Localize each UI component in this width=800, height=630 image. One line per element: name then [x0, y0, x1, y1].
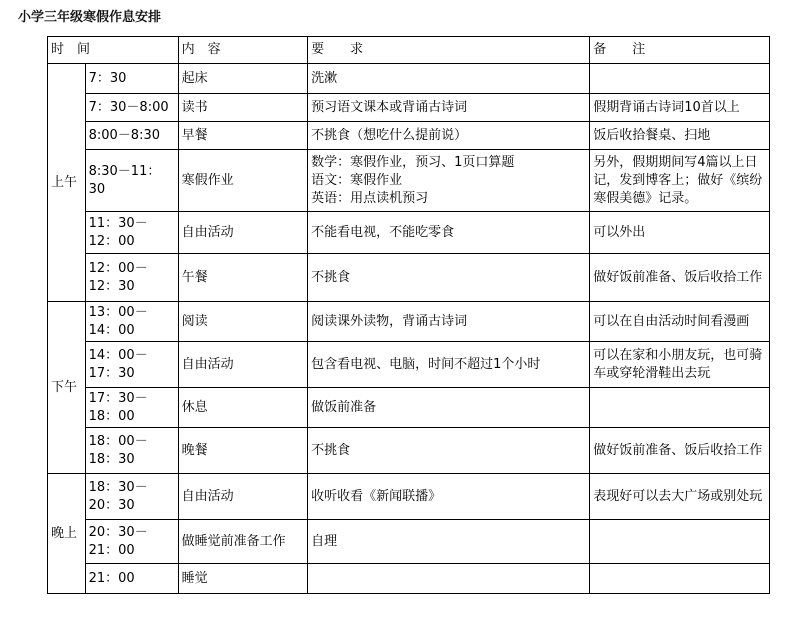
cell-time: 12：00－12：30 [85, 254, 178, 302]
header-activity: 内 容 [178, 37, 308, 64]
cell-time: 18：00－18：30 [85, 428, 178, 474]
cell-time: 17：30－18：00 [85, 388, 178, 428]
cell-note [590, 388, 770, 428]
cell-activity: 自由活动 [178, 342, 308, 388]
cell-time: 18：30－20：30 [85, 474, 178, 520]
cell-activity: 读书 [178, 94, 308, 122]
cell-requirement: 预习语文课本或背诵古诗词 [308, 94, 590, 122]
cell-time: 21：00 [85, 564, 178, 594]
cell-note [590, 64, 770, 94]
cell-note: 可以外出 [590, 212, 770, 254]
cell-activity: 做睡觉前准备工作 [178, 520, 308, 564]
cell-requirement: 做饭前准备 [308, 388, 590, 428]
cell-time: 8:30－11：30 [85, 150, 178, 212]
table-row [48, 520, 770, 564]
cell-time: 8:00－8:30 [85, 122, 178, 150]
cell-note: 另外，假期期间写4篇以上日记，发到博客上；做好《缤纷寒假美德》记录。 [590, 150, 770, 212]
cell-activity: 自由活动 [178, 212, 308, 254]
cell-time: 7：30－8:00 [85, 94, 178, 122]
table-header-row [48, 37, 770, 64]
cell-activity: 自由活动 [178, 474, 308, 520]
table-row [48, 302, 770, 342]
cell-note: 表现好可以去大广场或别处玩 [590, 474, 770, 520]
cell-note: 可以在家和小朋友玩，也可骑车或穿轮滑鞋出去玩 [590, 342, 770, 388]
cell-requirement: 不能看电视，不能吃零食 [308, 212, 590, 254]
cell-note: 假期背诵古诗词10首以上 [590, 94, 770, 122]
cell-requirement: 洗漱 [308, 64, 590, 94]
table-row [48, 474, 770, 520]
cell-requirement: 包含看电视、电脑，时间不超过1个小时 [308, 342, 590, 388]
table-row [48, 564, 770, 594]
table-row [48, 428, 770, 474]
period-afternoon: 下午 [48, 302, 86, 474]
cell-note: 饭后收拾餐桌、扫地 [590, 122, 770, 150]
cell-time: 11：30－12：00 [85, 212, 178, 254]
cell-requirement: 数学：寒假作业，预习、1页口算题 语文：寒假作业 英语：用点读机预习 [308, 150, 590, 212]
cell-activity: 起床 [178, 64, 308, 94]
cell-activity: 午餐 [178, 254, 308, 302]
page-title: 小学三年级寒假作息安排 [18, 10, 162, 25]
cell-requirement [308, 564, 590, 594]
cell-time: 13：00－14：00 [85, 302, 178, 342]
cell-note [590, 564, 770, 594]
cell-requirement: 不挑食 [308, 428, 590, 474]
cell-activity: 睡觉 [178, 564, 308, 594]
cell-requirement: 自理 [308, 520, 590, 564]
cell-time: 7：30 [85, 64, 178, 94]
table-row [48, 122, 770, 150]
table-row [48, 254, 770, 302]
table-row [48, 94, 770, 122]
cell-time: 14：00－17：30 [85, 342, 178, 388]
cell-activity: 寒假作业 [178, 150, 308, 212]
cell-requirement: 不挑食 [308, 254, 590, 302]
cell-activity: 休息 [178, 388, 308, 428]
cell-requirement: 收听收看《新闻联播》 [308, 474, 590, 520]
cell-requirement: 不挑食（想吃什么提前说） [308, 122, 590, 150]
table-row [48, 388, 770, 428]
cell-note: 做好饭前准备、饭后收拾工作 [590, 428, 770, 474]
schedule-table [47, 36, 770, 594]
cell-note: 做好饭前准备、饭后收拾工作 [590, 254, 770, 302]
cell-activity: 晚餐 [178, 428, 308, 474]
cell-activity: 阅读 [178, 302, 308, 342]
cell-time: 20：30－21：00 [85, 520, 178, 564]
cell-note: 可以在自由活动时间看漫画 [590, 302, 770, 342]
period-evening: 晚上 [48, 474, 86, 594]
table-row [48, 342, 770, 388]
table-row [48, 212, 770, 254]
table-row [48, 64, 770, 94]
header-requirement: 要 求 [308, 37, 590, 64]
header-time: 时 间 [48, 37, 179, 64]
cell-note [590, 520, 770, 564]
cell-activity: 早餐 [178, 122, 308, 150]
cell-requirement: 阅读课外读物，背诵古诗词 [308, 302, 590, 342]
header-note: 备 注 [590, 37, 770, 64]
period-morning: 上午 [48, 64, 86, 302]
table-row [48, 150, 770, 212]
